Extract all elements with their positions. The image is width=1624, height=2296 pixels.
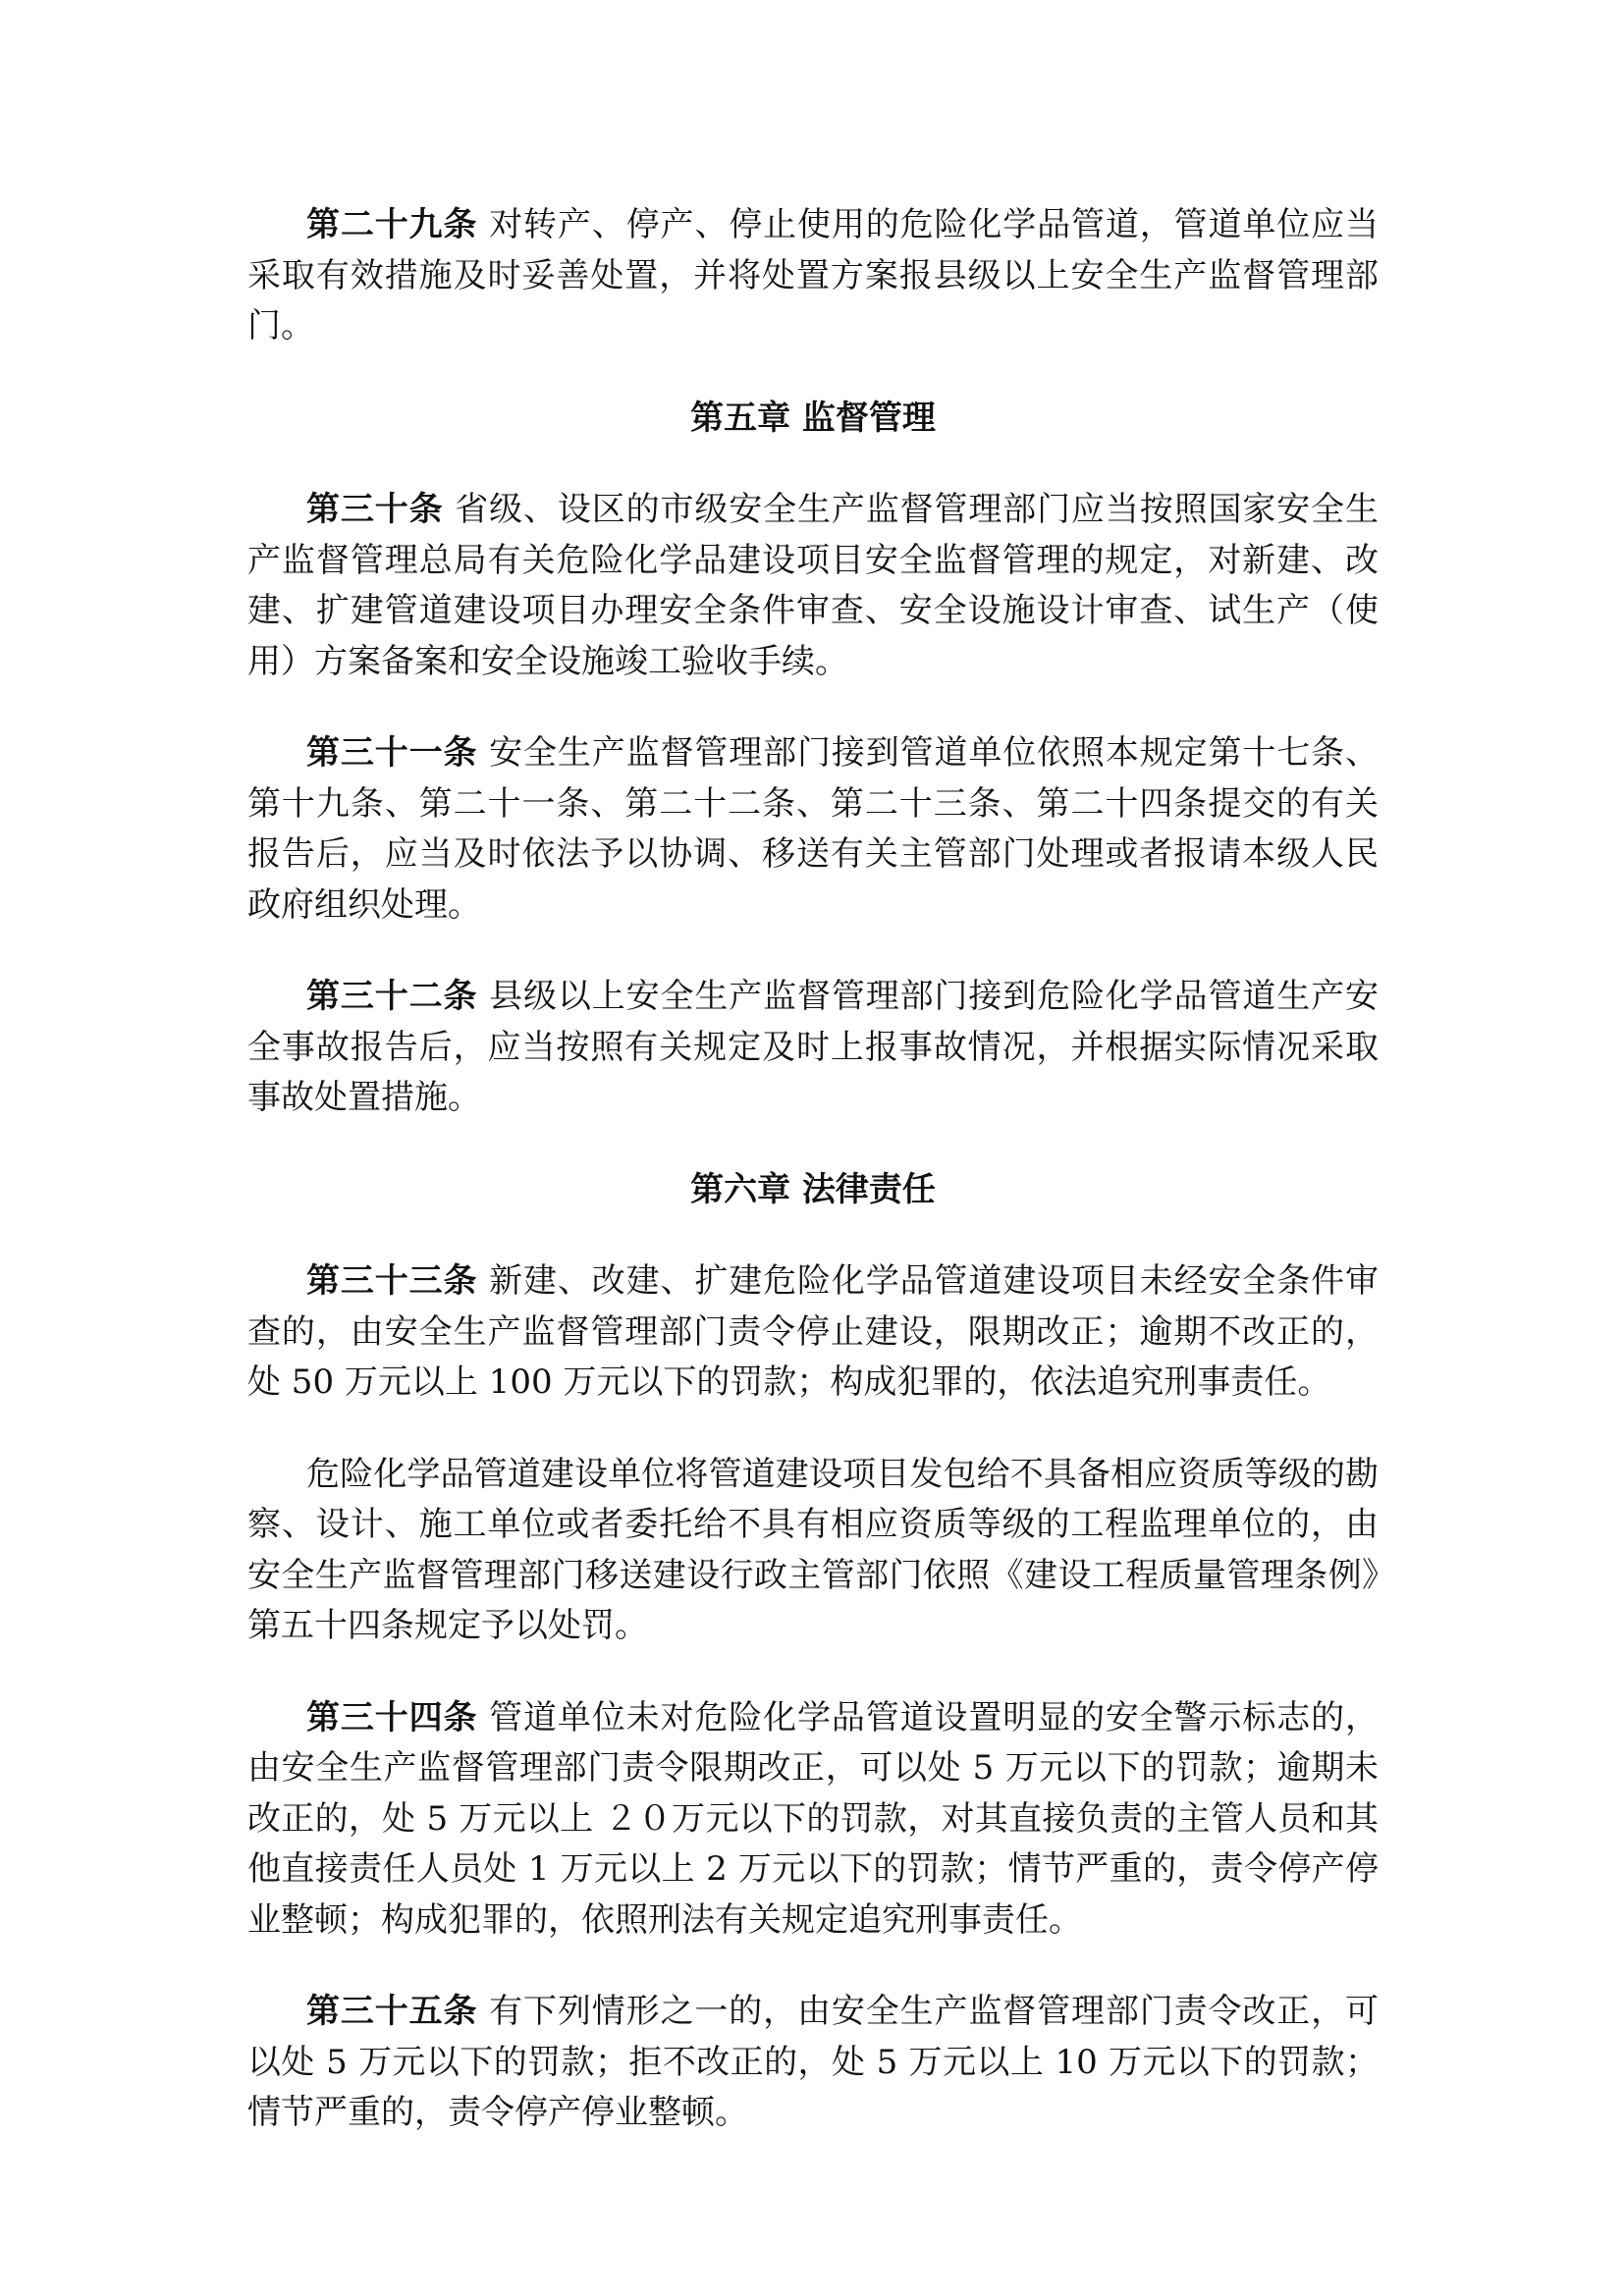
article-35	[247, 1987, 1379, 2139]
article-label: 第三十五条	[306, 1992, 478, 2031]
spacer	[247, 931, 1379, 972]
article-31	[247, 728, 1379, 931]
article-30	[247, 485, 1379, 687]
paragraph-subcontracting: 危险化学品管道建设单位将管道建设项目发包给不具备相应资质等级的勘察、设计、施工单位或者委托给不具有相应资质等级的工程监理单位的，由安全生产监督管理部门移送建设行政主管部门依照《建设工程质量管理条例》第五十四条规定予以处罚。	[247, 1454, 1379, 1645]
article-text: 有下列情形之一的，由安全生产监督管理部门责令改正，可以处 5 万元以下的罚款；拒不改正的，处 5 万元以上 10 万元以下的罚款；情节严重的，责令停产停业整顿。	[247, 1992, 1379, 2132]
article-text: 省级、设区的市级安全生产监督管理部门应当按照国家安全生产监督管理总局有关危险化学品建设项目安全监督管理的规定，对新建、改建、扩建管道建设项目办理安全条件审查、安全设施设计审查、试生产（使用）方案备案和安全设施竣工验收手续。	[247, 490, 1380, 681]
article-label: 第三十四条	[306, 1697, 478, 1737]
article-32	[247, 972, 1379, 1124]
spacer	[247, 1215, 1379, 1256]
article-label: 第三十三条	[306, 1261, 478, 1301]
article-text: 对转产、停产、停止使用的危险化学品管道，管道单位应当采取有效措施及时妥善处置，并将处置方案报县级以上安全生产监督管理部门。	[247, 205, 1379, 346]
article-34	[247, 1693, 1379, 1947]
article-label: 第三十一条	[306, 733, 478, 773]
spacer	[247, 1652, 1379, 1693]
spacer	[247, 352, 1379, 394]
article-text: 新建、改建、扩建危险化学品管道建设项目未经安全条件审查的，由安全生产监督管理部门责令停止建设，限期改正；逾期不改正的，处 50 万元以上 100 万元以下的罚款；构成犯罪的，依法追究刑事责任。	[247, 1261, 1379, 1402]
spacer	[247, 687, 1379, 728]
article-29	[247, 200, 1379, 352]
chapter-heading-5: 第五章 监督管理	[690, 398, 936, 438]
article-label: 第二十九条	[306, 205, 478, 244]
article-text: 县级以上安全生产监督管理部门接到危险化学品管道生产安全事故报告后，应当按照有关规定及时上报事故情况，并根据实际情况采取事故处置措施。	[247, 977, 1379, 1117]
spacer	[247, 1124, 1379, 1165]
article-label: 第三十二条	[306, 977, 478, 1016]
spacer	[247, 444, 1379, 485]
article-33	[247, 1256, 1379, 1409]
spacer	[247, 1409, 1379, 1450]
article-text: 管道单位未对危险化学品管道设置明显的安全警示标志的，由安全生产监督管理部门责令限期改正，可以处 5 万元以下的罚款；逾期未改正的，处 5 万元以上 ２０万元以下的罚款，对其直接负责的主管人员和其他直接责任人员处 1 万元以上 2 万元以下的罚款；情节严重的，责令停产停业整顿；构成犯罪的，依照刑法有关规定追究刑事责任。	[247, 1697, 1379, 1940]
article-label: 第三十条	[306, 490, 444, 529]
chapter-heading-6: 第六章 法律责任	[690, 1169, 936, 1209]
article-text: 安全生产监督管理部门接到管道单位依照本规定第十七条、第十九条、第二十一条、第二十二条、第二十三条、第二十四条提交的有关报告后，应当及时依法予以协调、移送有关主管部门处理或者报请本级人民政府组织处理。	[247, 733, 1379, 925]
spacer	[247, 1946, 1379, 1987]
